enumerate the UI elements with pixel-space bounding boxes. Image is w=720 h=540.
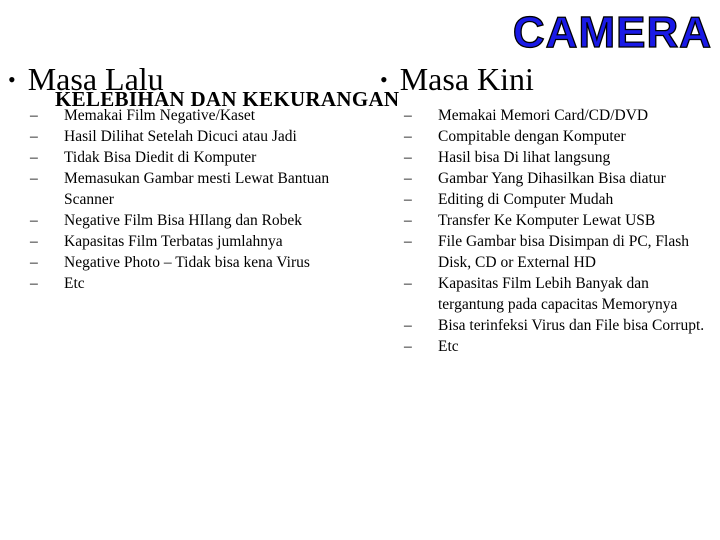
right-item-list bbox=[404, 105, 716, 357]
dash-marker: – bbox=[404, 233, 412, 250]
list-item-text: Negative Film Bisa HIlang dan Robek bbox=[64, 212, 303, 229]
page-title: CAMERA bbox=[512, 8, 712, 57]
list-item-text: Hasil Dilihat Setelah Dicuci atau Jadi bbox=[64, 128, 297, 145]
list-item-text: Memakai Film Negative/Kaset bbox=[64, 107, 256, 124]
list-item bbox=[30, 126, 375, 147]
bullet-icon: • bbox=[8, 67, 16, 92]
list-item-text: Tidak Bisa Diedit di Komputer bbox=[64, 149, 257, 166]
list-item-text: Etc bbox=[64, 275, 85, 292]
list-item-text: Compitable dengan Komputer bbox=[438, 128, 626, 145]
list-item bbox=[404, 189, 716, 210]
list-item bbox=[30, 231, 375, 252]
list-item-text: Memakai Memori Card/CD/DVD bbox=[438, 107, 649, 124]
list-item-text: Etc bbox=[438, 338, 459, 355]
dash-marker: – bbox=[30, 254, 38, 271]
right-column-heading bbox=[380, 62, 534, 100]
list-item bbox=[404, 336, 716, 357]
list-item bbox=[404, 168, 716, 189]
dash-marker: – bbox=[404, 128, 412, 145]
dash-marker: – bbox=[30, 128, 38, 145]
list-item-text: Negative Photo – Tidak bisa kena Virus bbox=[64, 254, 310, 271]
list-item-text: Memasukan Gambar mesti Lewat Bantuan Scanner bbox=[64, 170, 330, 208]
right-heading-label: Masa Kini bbox=[399, 61, 534, 97]
list-item bbox=[404, 126, 716, 147]
list-item bbox=[404, 273, 716, 315]
list-item-text: Gambar Yang Dihasilkan Bisa diatur bbox=[438, 170, 666, 187]
section-subtitle: KELEBIHAN DAN KEKURANGAN bbox=[55, 87, 400, 111]
list-item bbox=[30, 168, 375, 210]
list-item bbox=[404, 231, 716, 273]
dash-marker: – bbox=[404, 149, 412, 166]
left-heading-label: Masa Lalu bbox=[27, 61, 164, 97]
list-item bbox=[404, 315, 716, 336]
dash-marker: – bbox=[404, 275, 412, 292]
dash-marker: – bbox=[404, 107, 412, 124]
dash-marker: – bbox=[30, 275, 38, 292]
list-item-text: Hasil bisa Di lihat langsung bbox=[438, 149, 611, 166]
list-item bbox=[30, 252, 375, 273]
list-item bbox=[404, 147, 716, 168]
list-item bbox=[30, 210, 375, 231]
list-item bbox=[404, 210, 716, 231]
list-item bbox=[30, 273, 375, 294]
dash-marker: – bbox=[404, 212, 412, 229]
dash-marker: – bbox=[404, 338, 412, 355]
dash-marker: – bbox=[30, 170, 38, 187]
dash-marker: – bbox=[404, 317, 412, 334]
list-item-text: Transfer Ke Komputer Lewat USB bbox=[438, 212, 656, 229]
list-item-text: Kapasitas Film Terbatas jumlahnya bbox=[64, 233, 283, 250]
dash-marker: – bbox=[30, 233, 38, 250]
list-item-text: File Gambar bisa Disimpan di PC, Flash Disk, CD or External HD bbox=[438, 233, 690, 271]
list-item bbox=[404, 105, 716, 126]
list-item-text: Kapasitas Film Lebih Banyak dan tergantung pada capacitas Memorynya bbox=[438, 275, 678, 313]
bullet-icon: • bbox=[380, 67, 388, 92]
dash-marker: – bbox=[30, 107, 38, 124]
list-item-text: Bisa terinfeksi Virus dan File bisa Corrupt. bbox=[438, 317, 705, 334]
left-item-list bbox=[30, 105, 375, 294]
dash-marker: – bbox=[404, 191, 412, 208]
list-item bbox=[30, 147, 375, 168]
dash-marker: – bbox=[404, 170, 412, 187]
list-item-text: Editing di Computer Mudah bbox=[438, 191, 614, 208]
dash-marker: – bbox=[30, 212, 38, 229]
dash-marker: – bbox=[30, 149, 38, 166]
